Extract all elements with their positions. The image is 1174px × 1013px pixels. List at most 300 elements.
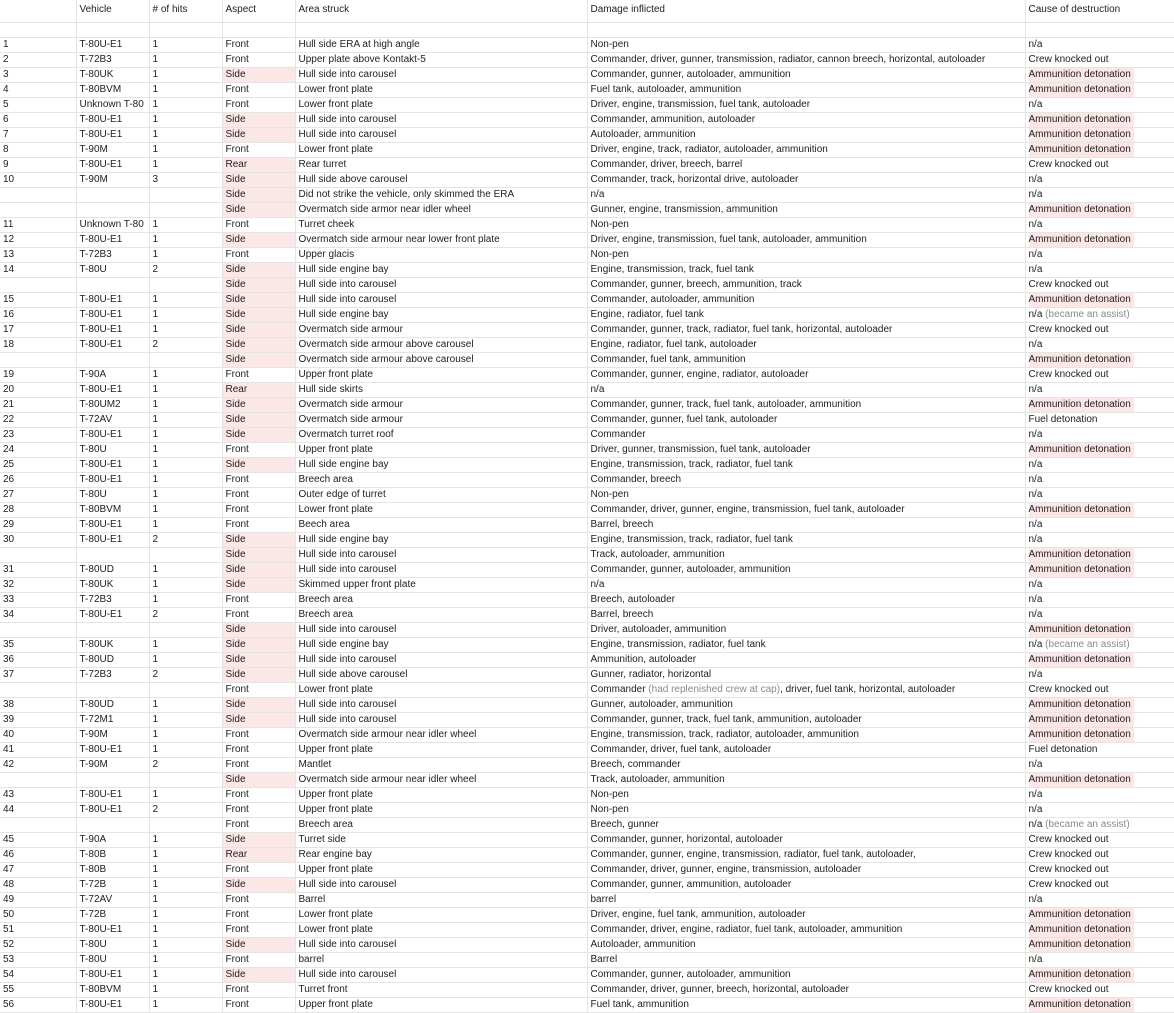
cell-index[interactable]: 56: [0, 998, 76, 1013]
cell-aspect[interactable]: Side: [222, 938, 295, 953]
blank-cell[interactable]: [587, 23, 1025, 38]
cell-index[interactable]: 51: [0, 923, 76, 938]
cell-aspect[interactable]: Side: [222, 653, 295, 668]
cell-hits[interactable]: 1: [149, 248, 222, 263]
cell-vehicle[interactable]: T-90M: [76, 143, 149, 158]
cell-damage[interactable]: Gunner, engine, transmission, ammunition: [587, 203, 1025, 218]
cell-index[interactable]: 29: [0, 518, 76, 533]
cell-index[interactable]: 6: [0, 113, 76, 128]
cell-vehicle[interactable]: T-80BVM: [76, 983, 149, 998]
cell-damage[interactable]: Non-pen: [587, 248, 1025, 263]
cell-index[interactable]: 40: [0, 728, 76, 743]
cell-vehicle[interactable]: T-80BVM: [76, 503, 149, 518]
cell-vehicle[interactable]: [76, 203, 149, 218]
cell-damage[interactable]: Engine, radiator, fuel tank, autoloader: [587, 338, 1025, 353]
cell-aspect[interactable]: Side: [222, 458, 295, 473]
cell-damage[interactable]: Commander: [587, 428, 1025, 443]
cell-cause[interactable]: [1025, 383, 1174, 398]
cell-aspect[interactable]: Front: [222, 818, 295, 833]
cell-index[interactable]: [0, 188, 76, 203]
cell-damage[interactable]: Commander, gunner, ammunition, autoloader: [587, 878, 1025, 893]
cell-vehicle[interactable]: T-80UK: [76, 638, 149, 653]
cell-aspect[interactable]: Front: [222, 518, 295, 533]
cell-index[interactable]: 1: [0, 38, 76, 53]
cell-cause[interactable]: [1025, 608, 1174, 623]
blank-cell[interactable]: [0, 23, 76, 38]
cell-hits[interactable]: 1: [149, 713, 222, 728]
cell-index[interactable]: 41: [0, 743, 76, 758]
cell-index[interactable]: 19: [0, 368, 76, 383]
cell-aspect[interactable]: Front: [222, 83, 295, 98]
cell-damage[interactable]: Commander, driver, breech, barrel: [587, 158, 1025, 173]
cell-vehicle[interactable]: T-80UM2: [76, 398, 149, 413]
cell-hits[interactable]: 1: [149, 413, 222, 428]
cell-index[interactable]: 49: [0, 893, 76, 908]
cell-damage[interactable]: n/a: [587, 578, 1025, 593]
cell-area[interactable]: Hull side skirts: [295, 383, 587, 398]
cell-cause[interactable]: [1025, 863, 1174, 878]
cell-area[interactable]: Upper glacis: [295, 248, 587, 263]
cell-vehicle[interactable]: Unknown T-80: [76, 98, 149, 113]
cell-vehicle[interactable]: [76, 548, 149, 563]
cell-vehicle[interactable]: T-80UD: [76, 698, 149, 713]
cell-index[interactable]: 23: [0, 428, 76, 443]
cell-hits[interactable]: 1: [149, 293, 222, 308]
cell-area[interactable]: Lower front plate: [295, 503, 587, 518]
cell-area[interactable]: Hull side into carousel: [295, 293, 587, 308]
cell-hits[interactable]: 1: [149, 383, 222, 398]
cell-area[interactable]: Upper front plate: [295, 803, 587, 818]
cell-damage[interactable]: [587, 683, 1025, 698]
cell-area[interactable]: Hull side ERA at high angle: [295, 38, 587, 53]
cell-aspect[interactable]: Side: [222, 428, 295, 443]
cell-vehicle[interactable]: T-80U-E1: [76, 743, 149, 758]
cell-index[interactable]: 12: [0, 233, 76, 248]
cell-damage[interactable]: Track, autoloader, ammunition: [587, 773, 1025, 788]
cell-area[interactable]: Lower front plate: [295, 683, 587, 698]
cell-damage[interactable]: barrel: [587, 893, 1025, 908]
cell-hits[interactable]: 1: [149, 593, 222, 608]
cell-aspect[interactable]: Front: [222, 248, 295, 263]
cell-vehicle[interactable]: T-80U: [76, 263, 149, 278]
cell-cause[interactable]: [1025, 713, 1174, 728]
cell-damage[interactable]: Commander, autoloader, ammunition: [587, 293, 1025, 308]
cell-vehicle[interactable]: T-80UD: [76, 653, 149, 668]
cell-area[interactable]: Overmatch side armour near idler wheel: [295, 773, 587, 788]
cell-aspect[interactable]: Side: [222, 338, 295, 353]
cell-aspect[interactable]: Side: [222, 113, 295, 128]
cell-cause[interactable]: [1025, 353, 1174, 368]
cell-index[interactable]: 43: [0, 788, 76, 803]
cell-damage[interactable]: Commander, gunner, autoloader, ammunition: [587, 968, 1025, 983]
cell-hits[interactable]: 1: [149, 878, 222, 893]
cell-index[interactable]: 8: [0, 143, 76, 158]
cell-aspect[interactable]: Side: [222, 833, 295, 848]
cell-hits[interactable]: [149, 203, 222, 218]
cell-index[interactable]: 34: [0, 608, 76, 623]
cell-vehicle[interactable]: Unknown T-80: [76, 218, 149, 233]
cell-aspect[interactable]: Front: [222, 728, 295, 743]
cell-cause[interactable]: [1025, 98, 1174, 113]
cell-cause[interactable]: [1025, 158, 1174, 173]
cell-aspect[interactable]: Front: [222, 488, 295, 503]
cell-hits[interactable]: 1: [149, 563, 222, 578]
cell-vehicle[interactable]: T-80U-E1: [76, 293, 149, 308]
cell-index[interactable]: 9: [0, 158, 76, 173]
cell-cause[interactable]: [1025, 368, 1174, 383]
cell-damage[interactable]: Gunner, radiator, horizontal: [587, 668, 1025, 683]
cell-damage[interactable]: Driver, autoloader, ammunition: [587, 623, 1025, 638]
cell-index[interactable]: 42: [0, 758, 76, 773]
cell-hits[interactable]: 1: [149, 233, 222, 248]
cell-area[interactable]: Hull side engine bay: [295, 533, 587, 548]
cell-aspect[interactable]: Front: [222, 53, 295, 68]
cell-area[interactable]: Overmatch side armour: [295, 413, 587, 428]
cell-hits[interactable]: 1: [149, 833, 222, 848]
cell-hits[interactable]: 2: [149, 608, 222, 623]
cell-vehicle[interactable]: T-80U-E1: [76, 38, 149, 53]
cell-index[interactable]: [0, 548, 76, 563]
cell-vehicle[interactable]: T-72B: [76, 878, 149, 893]
cell-cause[interactable]: [1025, 503, 1174, 518]
cell-aspect[interactable]: Side: [222, 188, 295, 203]
cell-area[interactable]: Breech area: [295, 608, 587, 623]
cell-damage[interactable]: Driver, engine, transmission, fuel tank, autoloader: [587, 98, 1025, 113]
cell-aspect[interactable]: Side: [222, 308, 295, 323]
cell-hits[interactable]: 1: [149, 128, 222, 143]
cell-index[interactable]: [0, 623, 76, 638]
cell-aspect[interactable]: Front: [222, 683, 295, 698]
cell-index[interactable]: 30: [0, 533, 76, 548]
cell-aspect[interactable]: Front: [222, 143, 295, 158]
cell-vehicle[interactable]: T-80U-E1: [76, 338, 149, 353]
header-cell-vehicle[interactable]: Vehicle: [76, 0, 149, 23]
cell-hits[interactable]: 1: [149, 368, 222, 383]
header-cell-hits[interactable]: # of hits: [149, 0, 222, 23]
cell-cause[interactable]: [1025, 773, 1174, 788]
cell-index[interactable]: 36: [0, 653, 76, 668]
cell-index[interactable]: 7: [0, 128, 76, 143]
cell-index[interactable]: 32: [0, 578, 76, 593]
header-cell-index[interactable]: [0, 0, 76, 23]
cell-hits[interactable]: [149, 623, 222, 638]
cell-area[interactable]: Upper front plate: [295, 743, 587, 758]
cell-cause[interactable]: [1025, 593, 1174, 608]
cell-cause[interactable]: [1025, 488, 1174, 503]
cell-cause[interactable]: [1025, 458, 1174, 473]
blank-cell[interactable]: [1025, 23, 1174, 38]
cell-cause[interactable]: [1025, 578, 1174, 593]
cell-aspect[interactable]: Rear: [222, 158, 295, 173]
cell-cause[interactable]: [1025, 113, 1174, 128]
cell-hits[interactable]: [149, 773, 222, 788]
cell-index[interactable]: 44: [0, 803, 76, 818]
cell-vehicle[interactable]: T-80U-E1: [76, 968, 149, 983]
cell-damage[interactable]: Breech, commander: [587, 758, 1025, 773]
cell-area[interactable]: Overmatch turret roof: [295, 428, 587, 443]
cell-area[interactable]: Overmatch side armour near lower front plate: [295, 233, 587, 248]
cell-vehicle[interactable]: T-80U-E1: [76, 233, 149, 248]
blank-cell[interactable]: [149, 23, 222, 38]
cell-aspect[interactable]: Side: [222, 773, 295, 788]
cell-hits[interactable]: 1: [149, 908, 222, 923]
cell-index[interactable]: 21: [0, 398, 76, 413]
cell-area[interactable]: Lower front plate: [295, 908, 587, 923]
cell-vehicle[interactable]: T-90M: [76, 728, 149, 743]
cell-aspect[interactable]: Side: [222, 698, 295, 713]
cell-index[interactable]: 48: [0, 878, 76, 893]
cell-aspect[interactable]: Side: [222, 278, 295, 293]
cell-cause[interactable]: [1025, 893, 1174, 908]
cell-area[interactable]: Overmatch side armour above carousel: [295, 353, 587, 368]
cell-area[interactable]: Hull side into carousel: [295, 653, 587, 668]
cell-vehicle[interactable]: T-80U-E1: [76, 923, 149, 938]
cell-area[interactable]: Hull side into carousel: [295, 548, 587, 563]
cell-area[interactable]: Hull side above carousel: [295, 668, 587, 683]
header-cell-area[interactable]: Area struck: [295, 0, 587, 23]
cell-index[interactable]: 39: [0, 713, 76, 728]
cell-hits[interactable]: 1: [149, 218, 222, 233]
cell-aspect[interactable]: Side: [222, 578, 295, 593]
cell-area[interactable]: Upper front plate: [295, 863, 587, 878]
cell-aspect[interactable]: Front: [222, 863, 295, 878]
cell-vehicle[interactable]: [76, 773, 149, 788]
cell-cause[interactable]: [1025, 68, 1174, 83]
cell-area[interactable]: Upper plate above Kontakt-5: [295, 53, 587, 68]
cell-vehicle[interactable]: T-80U-E1: [76, 608, 149, 623]
cell-vehicle[interactable]: T-72B: [76, 908, 149, 923]
cell-aspect[interactable]: Side: [222, 533, 295, 548]
cell-area[interactable]: Hull side into carousel: [295, 128, 587, 143]
cell-damage[interactable]: Non-pen: [587, 218, 1025, 233]
cell-area[interactable]: Skimmed upper front plate: [295, 578, 587, 593]
cell-aspect[interactable]: Front: [222, 503, 295, 518]
cell-hits[interactable]: 1: [149, 458, 222, 473]
cell-vehicle[interactable]: T-80U: [76, 938, 149, 953]
cell-area[interactable]: Did not strike the vehicle, only skimmed the ERA: [295, 188, 587, 203]
cell-cause[interactable]: [1025, 413, 1174, 428]
cell-cause[interactable]: [1025, 668, 1174, 683]
cell-hits[interactable]: 3: [149, 173, 222, 188]
cell-aspect[interactable]: Side: [222, 413, 295, 428]
cell-aspect[interactable]: Side: [222, 263, 295, 278]
cell-aspect[interactable]: Front: [222, 998, 295, 1013]
cell-damage[interactable]: Commander, gunner, fuel tank, autoloader: [587, 413, 1025, 428]
cell-vehicle[interactable]: [76, 623, 149, 638]
cell-cause[interactable]: [1025, 323, 1174, 338]
cell-hits[interactable]: 1: [149, 38, 222, 53]
cell-cause[interactable]: [1025, 533, 1174, 548]
cell-damage[interactable]: Commander, gunner, track, fuel tank, ammunition, autoloader: [587, 713, 1025, 728]
cell-aspect[interactable]: Front: [222, 98, 295, 113]
cell-vehicle[interactable]: T-80U: [76, 443, 149, 458]
cell-hits[interactable]: 1: [149, 308, 222, 323]
cell-vehicle[interactable]: T-80U-E1: [76, 428, 149, 443]
cell-cause[interactable]: [1025, 938, 1174, 953]
cell-index[interactable]: 38: [0, 698, 76, 713]
cell-cause[interactable]: [1025, 203, 1174, 218]
cell-damage[interactable]: Commander, driver, gunner, engine, transmission, fuel tank, autoloader: [587, 503, 1025, 518]
cell-aspect[interactable]: Side: [222, 623, 295, 638]
cell-hits[interactable]: 2: [149, 263, 222, 278]
cell-damage[interactable]: Non-pen: [587, 38, 1025, 53]
cell-vehicle[interactable]: T-80U-E1: [76, 788, 149, 803]
cell-index[interactable]: 17: [0, 323, 76, 338]
cell-hits[interactable]: 1: [149, 998, 222, 1013]
cell-area[interactable]: Hull side into carousel: [295, 968, 587, 983]
cell-area[interactable]: Overmatch side armour: [295, 398, 587, 413]
cell-damage[interactable]: Commander, gunner, engine, radiator, autoloader: [587, 368, 1025, 383]
cell-vehicle[interactable]: T-80UK: [76, 578, 149, 593]
cell-cause[interactable]: [1025, 683, 1174, 698]
cell-hits[interactable]: 1: [149, 518, 222, 533]
cell-vehicle[interactable]: T-80U: [76, 953, 149, 968]
cell-index[interactable]: 18: [0, 338, 76, 353]
cell-hits[interactable]: 1: [149, 653, 222, 668]
cell-cause[interactable]: [1025, 878, 1174, 893]
cell-cause[interactable]: [1025, 563, 1174, 578]
cell-damage[interactable]: Fuel tank, autoloader, ammunition: [587, 83, 1025, 98]
cell-vehicle[interactable]: T-72M1: [76, 713, 149, 728]
cell-vehicle[interactable]: T-80B: [76, 848, 149, 863]
cell-vehicle[interactable]: T-72B3: [76, 668, 149, 683]
cell-area[interactable]: Upper front plate: [295, 998, 587, 1013]
cell-cause[interactable]: [1025, 278, 1174, 293]
cell-cause[interactable]: [1025, 968, 1174, 983]
cell-cause[interactable]: [1025, 728, 1174, 743]
cell-cause[interactable]: [1025, 473, 1174, 488]
cell-area[interactable]: Lower front plate: [295, 83, 587, 98]
cell-hits[interactable]: 1: [149, 143, 222, 158]
cell-index[interactable]: 45: [0, 833, 76, 848]
cell-area[interactable]: Outer edge of turret: [295, 488, 587, 503]
cell-cause[interactable]: [1025, 653, 1174, 668]
cell-aspect[interactable]: Front: [222, 743, 295, 758]
cell-aspect[interactable]: Side: [222, 353, 295, 368]
cell-damage[interactable]: Track, autoloader, ammunition: [587, 548, 1025, 563]
cell-area[interactable]: Upper front plate: [295, 443, 587, 458]
cell-hits[interactable]: 1: [149, 113, 222, 128]
cell-cause[interactable]: [1025, 548, 1174, 563]
cell-damage[interactable]: Commander, track, horizontal drive, autoloader: [587, 173, 1025, 188]
cell-damage[interactable]: Commander, fuel tank, ammunition: [587, 353, 1025, 368]
cell-cause[interactable]: [1025, 698, 1174, 713]
cell-damage[interactable]: Driver, engine, transmission, fuel tank, autoloader, ammunition: [587, 233, 1025, 248]
cell-aspect[interactable]: Front: [222, 803, 295, 818]
cell-damage[interactable]: Commander, gunner, track, radiator, fuel tank, horizontal, autoloader: [587, 323, 1025, 338]
cell-area[interactable]: Hull side into carousel: [295, 113, 587, 128]
cell-damage[interactable]: Commander, gunner, breech, ammunition, track: [587, 278, 1025, 293]
cell-aspect[interactable]: Front: [222, 473, 295, 488]
cell-cause[interactable]: [1025, 743, 1174, 758]
cell-hits[interactable]: 1: [149, 443, 222, 458]
cell-aspect[interactable]: Front: [222, 593, 295, 608]
cell-area[interactable]: Breech area: [295, 818, 587, 833]
cell-area[interactable]: Overmatch side armour near idler wheel: [295, 728, 587, 743]
cell-index[interactable]: [0, 278, 76, 293]
cell-damage[interactable]: Gunner, autoloader, ammunition: [587, 698, 1025, 713]
cell-damage[interactable]: Engine, transmission, radiator, fuel tank: [587, 638, 1025, 653]
cell-hits[interactable]: 1: [149, 893, 222, 908]
cell-damage[interactable]: Barrel: [587, 953, 1025, 968]
cell-hits[interactable]: 1: [149, 398, 222, 413]
cell-index[interactable]: 50: [0, 908, 76, 923]
cell-aspect[interactable]: Side: [222, 323, 295, 338]
cell-index[interactable]: 5: [0, 98, 76, 113]
cell-area[interactable]: Rear engine bay: [295, 848, 587, 863]
cell-hits[interactable]: 1: [149, 68, 222, 83]
cell-aspect[interactable]: Front: [222, 953, 295, 968]
cell-damage[interactable]: Non-pen: [587, 488, 1025, 503]
cell-damage[interactable]: Engine, transmission, track, radiator, autoloader, ammunition: [587, 728, 1025, 743]
cell-aspect[interactable]: Front: [222, 923, 295, 938]
cell-area[interactable]: Hull side engine bay: [295, 638, 587, 653]
cell-cause[interactable]: [1025, 428, 1174, 443]
cell-hits[interactable]: [149, 818, 222, 833]
cell-vehicle[interactable]: T-80U-E1: [76, 533, 149, 548]
cell-index[interactable]: 13: [0, 248, 76, 263]
cell-cause[interactable]: [1025, 848, 1174, 863]
cell-index[interactable]: 33: [0, 593, 76, 608]
cell-index[interactable]: 28: [0, 503, 76, 518]
cell-area[interactable]: Hull side into carousel: [295, 878, 587, 893]
cell-area[interactable]: Beech area: [295, 518, 587, 533]
cell-damage[interactable]: Engine, transmission, track, fuel tank: [587, 263, 1025, 278]
cell-damage[interactable]: Driver, engine, fuel tank, ammunition, autoloader: [587, 908, 1025, 923]
cell-index[interactable]: 37: [0, 668, 76, 683]
cell-cause[interactable]: [1025, 923, 1174, 938]
cell-damage[interactable]: Commander, breech: [587, 473, 1025, 488]
cell-hits[interactable]: 1: [149, 983, 222, 998]
cell-cause[interactable]: [1025, 833, 1174, 848]
cell-vehicle[interactable]: T-80B: [76, 863, 149, 878]
cell-area[interactable]: Breech area: [295, 473, 587, 488]
cell-aspect[interactable]: Front: [222, 608, 295, 623]
cell-area[interactable]: Hull side into carousel: [295, 713, 587, 728]
cell-area[interactable]: Hull side engine bay: [295, 308, 587, 323]
cell-aspect[interactable]: Side: [222, 713, 295, 728]
cell-damage[interactable]: Autoloader, ammunition: [587, 128, 1025, 143]
cell-hits[interactable]: 1: [149, 968, 222, 983]
cell-aspect[interactable]: Side: [222, 548, 295, 563]
cell-damage[interactable]: Breech, gunner: [587, 818, 1025, 833]
cell-area[interactable]: Lower front plate: [295, 98, 587, 113]
cell-area[interactable]: Hull side into carousel: [295, 623, 587, 638]
cell-index[interactable]: 14: [0, 263, 76, 278]
cell-hits[interactable]: 1: [149, 848, 222, 863]
cell-hits[interactable]: 1: [149, 698, 222, 713]
cell-hits[interactable]: 1: [149, 98, 222, 113]
cell-index[interactable]: 20: [0, 383, 76, 398]
cell-damage[interactable]: Engine, radiator, fuel tank: [587, 308, 1025, 323]
cell-damage[interactable]: Commander, ammunition, autoloader: [587, 113, 1025, 128]
cell-vehicle[interactable]: T-72AV: [76, 893, 149, 908]
cell-index[interactable]: 35: [0, 638, 76, 653]
cell-aspect[interactable]: Front: [222, 218, 295, 233]
cell-vehicle[interactable]: [76, 818, 149, 833]
cell-aspect[interactable]: Side: [222, 203, 295, 218]
cell-index[interactable]: 3: [0, 68, 76, 83]
cell-hits[interactable]: 1: [149, 578, 222, 593]
cell-cause[interactable]: [1025, 38, 1174, 53]
cell-vehicle[interactable]: [76, 278, 149, 293]
cell-area[interactable]: Hull side engine bay: [295, 263, 587, 278]
cell-index[interactable]: [0, 818, 76, 833]
cell-hits[interactable]: 1: [149, 638, 222, 653]
header-cell-damage[interactable]: Damage inflicted: [587, 0, 1025, 23]
cell-cause[interactable]: [1025, 953, 1174, 968]
cell-hits[interactable]: 1: [149, 953, 222, 968]
